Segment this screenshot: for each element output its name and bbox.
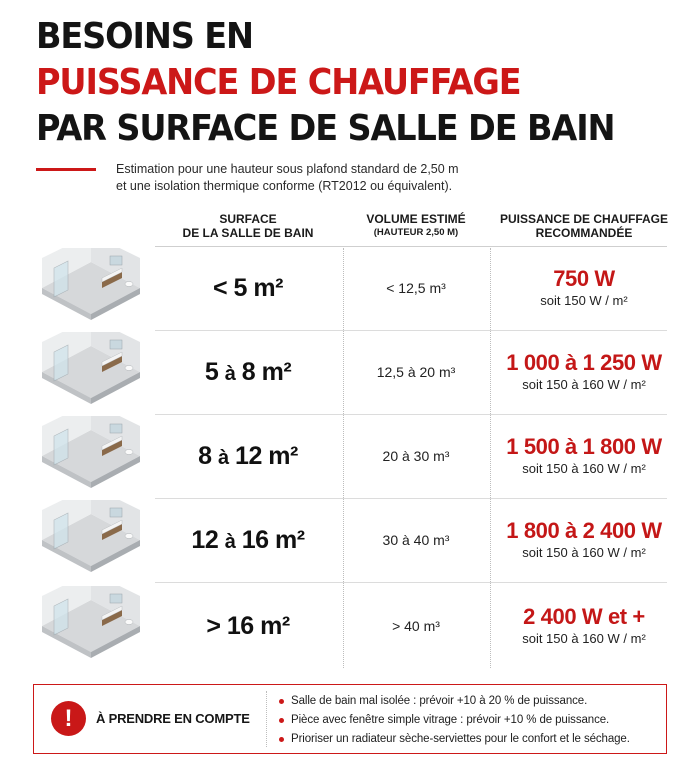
surface-value: 12 à 16 m² <box>191 526 305 554</box>
power-ratio: soit 150 à 160 W / m² <box>522 461 646 476</box>
power-cell <box>494 604 674 648</box>
accent-rule <box>36 168 96 171</box>
header-volume-line-1: VOLUME ESTIMÉ <box>366 212 466 226</box>
title-line-1: BESOINS EN <box>36 16 253 57</box>
surface-value: < 5 m² <box>213 274 283 302</box>
subtitle-line-1: Estimation pour une hauteur sous plafond standard de 2,50 m <box>116 162 459 176</box>
bathroom-thumbnail <box>30 416 152 496</box>
surface-value: > 16 m² <box>206 612 290 640</box>
table-row <box>0 246 700 330</box>
power-value: 1 800 à 2 400 W <box>506 518 662 543</box>
surface-value: 8 à 12 m² <box>198 442 298 470</box>
header-surface-line-2: DE LA SALLE DE BAIN <box>182 226 314 240</box>
exclamation-icon: ! <box>51 701 86 736</box>
table-row <box>0 330 700 414</box>
power-ratio: soit 150 à 160 W / m² <box>522 631 646 646</box>
volume-value: 30 à 40 m³ <box>382 532 450 548</box>
title-line-3: PAR SURFACE DE SALLE DE BAIN <box>36 108 615 149</box>
header-power <box>494 212 674 240</box>
table-row <box>0 498 700 582</box>
power-ratio: soit 150 à 160 W / m² <box>522 545 646 560</box>
title-line-2: PUISSANCE DE CHAUFFAGE <box>36 62 521 103</box>
bathroom-thumbnail <box>30 248 152 328</box>
power-value: 750 W <box>553 266 615 291</box>
notice-list <box>278 692 663 749</box>
header-surface <box>158 212 338 240</box>
row-divider <box>155 582 667 583</box>
power-cell <box>494 266 674 310</box>
table-row <box>0 414 700 498</box>
header-power-line-1: PUISSANCE DE CHAUFFAGE <box>499 212 669 226</box>
header-surface-line-1: SURFACE <box>219 212 277 226</box>
notice-box <box>33 684 667 754</box>
surface-value: 5 à 8 m² <box>204 358 292 386</box>
notice-title: À PRENDRE EN COMPTE <box>96 711 250 726</box>
bathroom-thumbnail <box>30 332 152 412</box>
list-item: Salle de bain mal isolée : prévoir +10 à 20 % de puissance. <box>278 692 663 711</box>
list-item: Prioriser un radiateur sèche-serviettes pour le confort et le séchage. <box>278 730 663 749</box>
header-power-line-2: RECOMMANDÉE <box>535 226 633 240</box>
volume-value: 12,5 à 20 m³ <box>376 364 456 380</box>
page-title <box>36 14 686 152</box>
bathroom-thumbnail <box>30 500 152 580</box>
power-value: 1 500 à 1 800 W <box>506 434 662 459</box>
power-cell <box>494 434 674 478</box>
bathroom-thumbnail <box>30 586 152 666</box>
notice-divider <box>266 691 267 747</box>
power-ratio: soit 150 W / m² <box>540 293 628 308</box>
list-item: Pièce avec fenêtre simple vitrage : prévoir +10 % de puissance. <box>278 711 663 730</box>
volume-value: < 12,5 m³ <box>386 280 446 296</box>
power-cell <box>494 518 674 562</box>
subtitle <box>116 161 556 195</box>
volume-value: > 40 m³ <box>392 618 440 634</box>
header-volume <box>345 212 487 240</box>
header-volume-line-2: (HAUTEUR 2,50 M) <box>373 227 459 238</box>
subtitle-line-2: et une isolation thermique conforme (RT2012 ou équivalent). <box>116 179 453 193</box>
power-value: 1 000 à 1 250 W <box>506 350 662 375</box>
power-ratio: soit 150 à 160 W / m² <box>522 377 646 392</box>
power-value: 2 400 W et + <box>523 604 645 629</box>
volume-value: 20 à 30 m³ <box>382 448 450 464</box>
power-cell <box>494 350 674 394</box>
table-row <box>0 584 700 668</box>
